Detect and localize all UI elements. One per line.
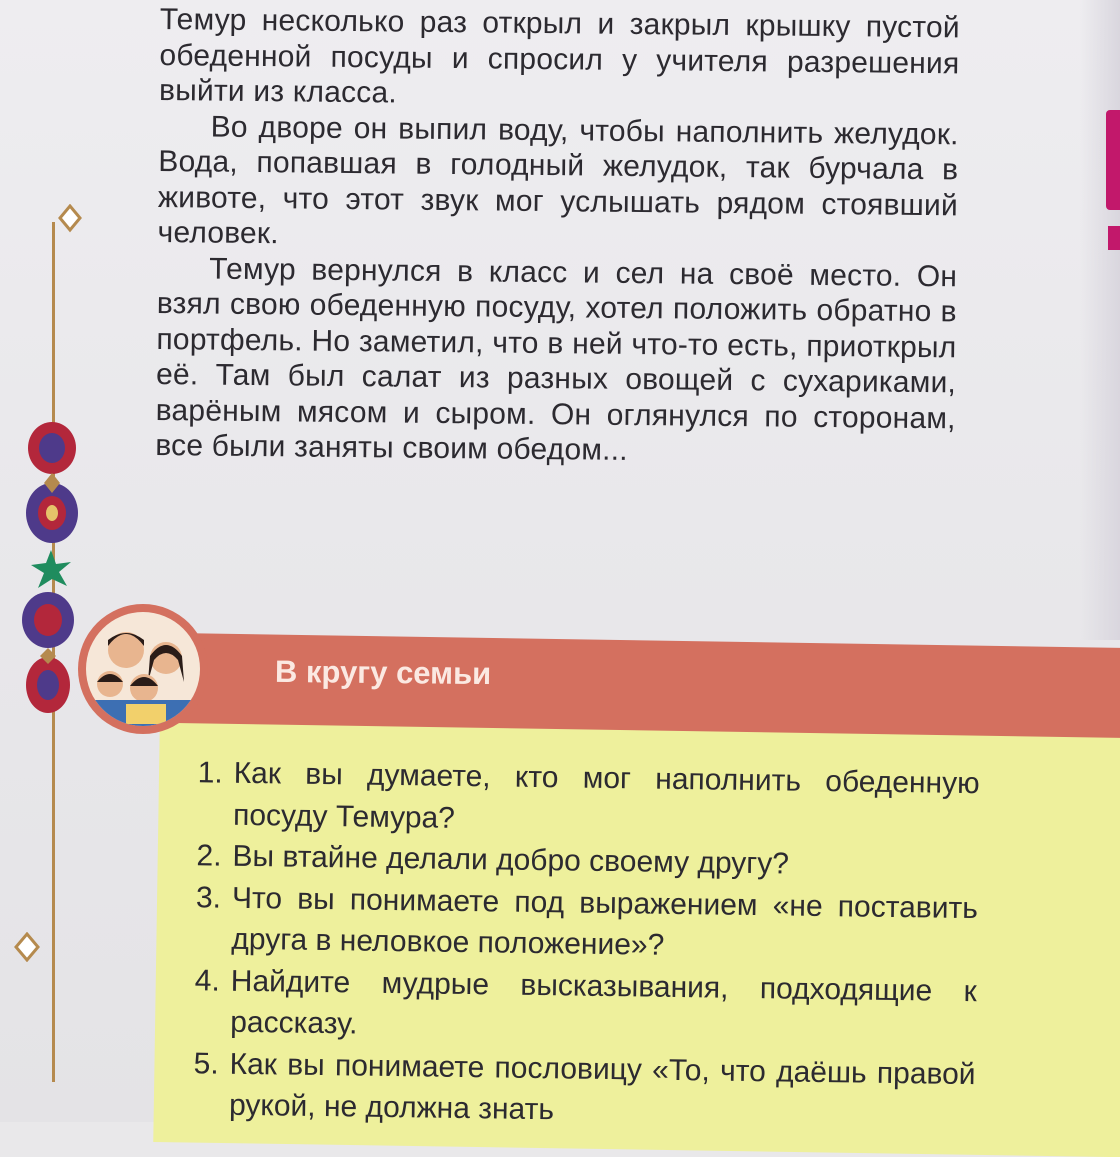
page-edge-shadow (1080, 0, 1120, 640)
family-illustration (86, 612, 200, 726)
question-text: Что вы понимаете под выражением «не поставить друга в неловкое положение»? (231, 881, 979, 962)
question-number: 5. (193, 1046, 219, 1081)
story-paragraph: Темур несколько раз открыл и закрыл крышку пустой обеденной посуды и спросил у учителя разрешения выйти из класса. (158, 2, 960, 110)
question-text: Как вы понимаете пословицу «То, что даёшь правой рукой, не должна знать (228, 1047, 976, 1127)
section-title: В кругу семьи (274, 653, 492, 692)
ornament-medallion-icon (16, 590, 80, 718)
story-paragraph: Во дворе он выпил воду, чтобы наполнить желудок. Вода, попавшая в голодный желудок, так бурчала в животе, что этот звук мог услышать рядом стоявший человек. (157, 110, 959, 251)
question-number: 3. (195, 880, 222, 915)
question-item (176, 959, 977, 1053)
ornament-star-icon (28, 548, 74, 594)
question-text: Как вы думаете, кто мог наполнить обеденную посуду Темура? (232, 756, 980, 835)
question-number: 4. (194, 963, 221, 998)
question-item (177, 876, 978, 970)
story-text (155, 2, 960, 472)
questions-list (175, 752, 980, 1137)
question-number: 2. (196, 839, 222, 873)
question-text: Найдите мудрые высказывания, подходящие к рассказу. (230, 964, 977, 1041)
question-number: 1. (197, 756, 223, 790)
page-tab-marker-small (1108, 226, 1120, 250)
family-people-icon (86, 612, 200, 726)
question-text: Вы втайне делали добро своему другу? (232, 839, 790, 881)
page-tab-marker (1106, 110, 1120, 210)
ornament-diamond-icon (56, 204, 84, 234)
ornament-diamond-icon (12, 932, 42, 962)
question-item (175, 1042, 976, 1136)
section-header-band (109, 632, 1120, 738)
story-paragraph: Темур вернулся в класс и сел на своё место. Он взял свою обеденную посуду, хотел положить обратно в портфель. Но заметил, что в ней что-то есть, приоткрыл её. Там был салат из разных овощей с сухариками, варёным мясом и сыром. Он оглянулся по сторонам, все были заняты своим обедом... (155, 252, 958, 467)
question-item (179, 752, 980, 846)
ornament-medallion-icon (20, 418, 84, 548)
